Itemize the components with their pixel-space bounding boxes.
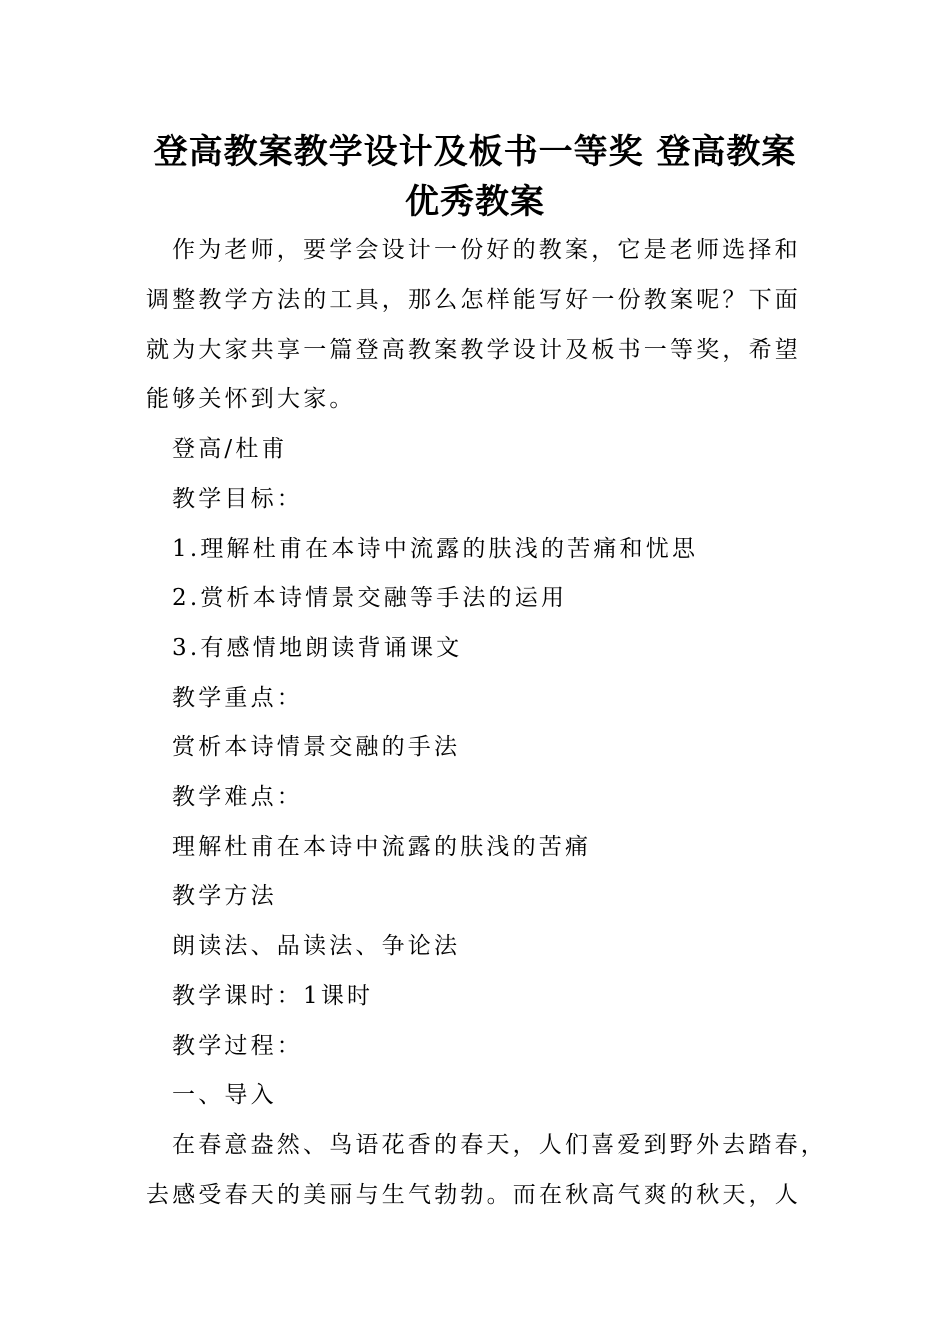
class-hours: 教学课时：1课时 (172, 983, 374, 1009)
intro-line-1: 作为老师，要学会设计一份好的教案，它是老师选择和 (172, 237, 801, 263)
goal-item-3: 3.有感情地朗读背诵课文 (172, 635, 463, 661)
document-title-line-2: 优秀教案 (405, 182, 545, 222)
methods-text: 朗读法、品读法、争论法 (172, 933, 461, 959)
process-heading: 教学过程： (172, 1033, 303, 1059)
intro-line-4: 能够关怀到大家。 (146, 386, 356, 412)
goal-item-1: 1.理解杜甫在本诗中流露的肤浅的苦痛和忧思 (172, 536, 699, 562)
intro-line-2: 调整教学方法的工具，那么怎样能写好一份教案呢？下面 (146, 287, 801, 313)
step-1-heading: 一、导入 (172, 1082, 277, 1108)
difficulty-text: 理解杜甫在本诗中流露的肤浅的苦痛 (172, 834, 592, 860)
key-point: 赏析本诗情景交融的手法 (172, 734, 461, 760)
method-heading: 教学方法 (172, 883, 277, 909)
difficulty-heading: 教学难点： (172, 784, 303, 810)
step-1-text-line-2: 去感受春天的美丽与生气勃勃。而在秋高气爽的秋天，人 (146, 1182, 801, 1208)
goal-item-2: 2.赏析本诗情景交融等手法的运用 (172, 585, 568, 611)
document-title-line-1: 登高教案教学设计及板书一等奖 登高教案 (153, 132, 797, 172)
step-1-text-line-1: 在春意盎然、鸟语花香的春天，人们喜爱到野外去踏春， (172, 1132, 827, 1158)
key-heading: 教学重点： (172, 685, 303, 711)
poem-title: 登高/杜甫 (172, 436, 288, 462)
intro-line-3: 就为大家共享一篇登高教案教学设计及板书一等奖，希望 (146, 337, 801, 363)
goals-heading: 教学目标： (172, 486, 303, 512)
